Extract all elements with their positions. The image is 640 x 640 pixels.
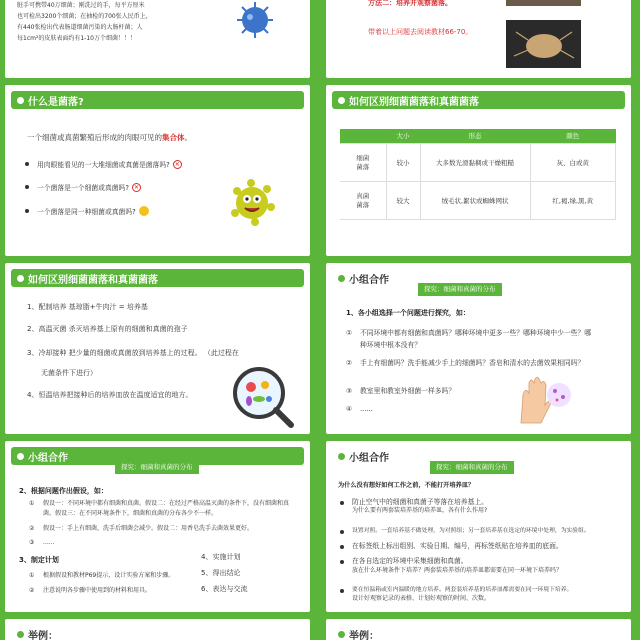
fact-line: 每1cm²的皮肤表面约有1-10万个细菌！！！ bbox=[17, 35, 136, 42]
step-item: 1、配制培养 基琼脂+牛肉汁 = 培养基 bbox=[27, 303, 148, 311]
section-heading: 2、根据问题作出假设，如： bbox=[19, 487, 108, 495]
step-item: 2、高温灭菌 杀灭培养基上原有的细菌和真菌的孢子 bbox=[27, 325, 188, 333]
title-bar bbox=[11, 91, 304, 109]
table-cell: 较小 bbox=[386, 143, 420, 181]
title-bar bbox=[332, 91, 625, 109]
question-text: 用肉眼能看见的一大堆细菌或真菌是菌落吗? bbox=[37, 161, 170, 169]
table-cell: 大多数光滑黏稠或干燥粗糙 bbox=[420, 143, 530, 181]
slide-10 bbox=[326, 619, 631, 640]
slide-3 bbox=[5, 85, 310, 256]
bullet-icon bbox=[338, 453, 345, 460]
item-number: ③ bbox=[29, 539, 35, 546]
plan-item bbox=[29, 585, 151, 596]
bullet-icon bbox=[17, 97, 24, 104]
hypothesis-item bbox=[29, 523, 253, 534]
colony-comparison-table bbox=[340, 129, 616, 220]
bullet-icon bbox=[338, 631, 345, 638]
wrong-icon: ✕ bbox=[133, 183, 139, 191]
table-cell: 较大 bbox=[386, 181, 420, 219]
step-item: 5、得出结论 bbox=[201, 569, 241, 577]
answer-item bbox=[340, 526, 625, 537]
question-heading: 为什么没有想好如何工作之前，不能打开培养皿？ bbox=[338, 482, 475, 489]
inquiry-item bbox=[346, 327, 596, 351]
answer-subtext: 放在什么环境条件下培养？两套装培养基的培养皿都需要在同一环境下培养吗？ bbox=[352, 567, 563, 574]
item-text: 防止空气中的细菌和真菌子等落在培养基上。 bbox=[352, 498, 488, 506]
slide-title: 举例： bbox=[349, 630, 379, 640]
item-number: ④ bbox=[346, 405, 353, 413]
bullet-icon bbox=[338, 275, 345, 282]
table-cell: 真菌 菌落 bbox=[340, 181, 386, 219]
item-text: 注意说明各步骤中使用到的材料和用具。 bbox=[43, 587, 152, 594]
slide-title: 如何区别细菌菌落和真菌菌落 bbox=[349, 96, 479, 108]
slide-title: 什么是菌落? bbox=[28, 96, 84, 108]
step-item: 4、实施计划 bbox=[201, 553, 241, 561]
hypothesis-item bbox=[29, 537, 54, 548]
slide-4 bbox=[326, 85, 631, 256]
slide-9 bbox=[5, 619, 310, 640]
step-item-continued: 无菌条件下进行） bbox=[41, 369, 97, 377]
bullet-icon bbox=[17, 453, 24, 460]
reading-note: 带着以上问题去阅读教材66-70。 bbox=[368, 28, 473, 36]
question-text: 一个菌落是一个细菌或真菌吗? bbox=[37, 184, 129, 192]
table-header-row bbox=[340, 129, 616, 143]
step-item: 4、恒温培养把接种后的培养皿放在温度适宜的地方。 bbox=[27, 391, 193, 399]
virus-icon bbox=[230, 0, 280, 42]
step-item: 6、表达与交流 bbox=[201, 585, 248, 593]
item-text: 假设一：不同环境中都有细菌和真菌。假设二：在经过严格高温灭菌的条件下，没有细菌和真菌。假设三：在不同环境条件下，细菌和真菌的分布各少不一样。 bbox=[43, 500, 290, 517]
bullet-icon bbox=[338, 97, 345, 104]
item-number: ① bbox=[29, 500, 35, 507]
hand-bacteria-icon bbox=[511, 375, 571, 425]
table-header: 形态 bbox=[420, 129, 530, 143]
question-item bbox=[25, 206, 149, 216]
slide-1 bbox=[5, 0, 310, 78]
slide-title: 如何区别细菌菌落和真菌菌落 bbox=[28, 274, 158, 286]
bullet-icon bbox=[17, 631, 24, 638]
highlight-term: 集合体 bbox=[162, 133, 185, 142]
hypothesis-item bbox=[29, 499, 299, 519]
table-cell: 绒毛状,絮状或蜘蛛网状 bbox=[420, 181, 530, 219]
question-item bbox=[25, 182, 141, 192]
bullet-icon bbox=[25, 209, 29, 213]
table-header bbox=[340, 129, 386, 143]
colony-definition bbox=[27, 131, 192, 144]
item-text: 在各自选定的环境中采集细菌和真菌。 bbox=[352, 557, 468, 565]
inquiry-item bbox=[346, 403, 373, 416]
section-heading: 1、各小组选择一个问题进行探究，如： bbox=[346, 309, 470, 317]
photo-strip bbox=[506, 0, 581, 6]
title-bar bbox=[332, 625, 625, 640]
item-number: ② bbox=[29, 587, 35, 594]
step-item: 3、冷却接种 把少量的细菌或真菌放到培养基上的过程。 （此过程在 bbox=[27, 349, 239, 357]
slide-title: 小组合作 bbox=[28, 452, 68, 464]
fact-line: 脏手可携带40万细菌；刚洗过的手，每平方厘米 bbox=[17, 2, 145, 9]
item-text: 假设一：手上有细菌，洗手后细菌会减少。假设二：用香皂洗手去菌效果更好。 bbox=[43, 525, 254, 532]
table-cell: 灰、白或黄 bbox=[530, 143, 616, 181]
question-item bbox=[25, 159, 182, 169]
item-text: ...... bbox=[360, 405, 373, 413]
bullet-icon bbox=[340, 501, 344, 505]
bacteria-facts bbox=[17, 0, 227, 44]
item-number: ① bbox=[346, 329, 353, 337]
item-text: 教室里和教室外细菌一样多吗？ bbox=[360, 387, 456, 395]
inquiry-item bbox=[346, 357, 596, 369]
item-number: ③ bbox=[346, 387, 353, 395]
question-text: 一个菌落是同一种细菌或真菌吗? bbox=[37, 208, 136, 216]
bullet-icon bbox=[340, 545, 344, 549]
slide-6 bbox=[326, 263, 631, 434]
slide-7 bbox=[5, 441, 310, 612]
slide-title: 小组合作 bbox=[349, 274, 389, 286]
bullet-icon bbox=[25, 185, 29, 189]
topic-tag: 探究：细菌和真菌的分布 bbox=[115, 461, 199, 474]
item-number: ② bbox=[29, 525, 35, 532]
item-number: ① bbox=[29, 572, 35, 579]
item-text: 在标签纸上标出组别、实验日期、编号，再标签纸贴在培养皿的底面。 bbox=[352, 542, 563, 550]
bullet-icon bbox=[17, 275, 24, 282]
item-text: 设置对照。一套培养基不做处理，为对照组；另一套培养基在选定的环境中处理，为实验组。 bbox=[352, 528, 590, 534]
slide-2 bbox=[326, 0, 631, 78]
plan-item bbox=[29, 570, 174, 581]
answer-item bbox=[340, 541, 563, 552]
topic-tag: 探究：细菌和真菌的分布 bbox=[418, 283, 502, 296]
table-cell: 红,褐,绿,黑,黄 bbox=[530, 181, 616, 219]
wrong-icon: ✕ bbox=[174, 160, 180, 168]
dust-mite-photo bbox=[506, 20, 581, 68]
bullet-icon bbox=[25, 162, 29, 166]
slide-title: 举例： bbox=[28, 630, 58, 640]
topic-tag: 探究：细菌和真菌的分布 bbox=[430, 461, 514, 474]
fact-line: 也可检出3200个细菌；在抽检的700张人民币上， bbox=[17, 13, 152, 20]
table-row bbox=[340, 143, 616, 181]
item-text: ...... bbox=[43, 539, 55, 546]
title-bar bbox=[11, 625, 304, 640]
section-heading: 3、制定计划 bbox=[19, 556, 59, 564]
table-cell: 细菌 菌落 bbox=[340, 143, 386, 181]
bullet-icon bbox=[340, 530, 344, 534]
definition-end: 。 bbox=[184, 133, 192, 142]
item-text: 根据假设和教材P69提示，设计实验方案和步骤。 bbox=[43, 572, 175, 579]
title-bar bbox=[11, 269, 304, 287]
slide-8 bbox=[326, 441, 631, 612]
fact-line: 有440张检出代表肠道细菌污染的大肠杆菌；人 bbox=[17, 24, 143, 31]
definition-text: 一个细菌或真菌繁殖后形成的肉眼可见的 bbox=[27, 133, 162, 142]
method-text: 方法二：培养并观察菌落。 bbox=[368, 0, 452, 7]
answer-subtext: 为什么要有两套装培养基的培养皿，各有什么作用? bbox=[352, 507, 488, 514]
slide-title: 小组合作 bbox=[349, 452, 389, 464]
item-number: ② bbox=[346, 359, 353, 367]
table-header: 大小 bbox=[386, 129, 420, 143]
item-text: 手上有细菌吗？洗手能减少手上的细菌吗？香皂和清水的去菌效果相同吗？ bbox=[360, 359, 585, 367]
magnifier-microbes-icon bbox=[229, 363, 299, 433]
bullet-icon bbox=[340, 560, 344, 564]
bullet-icon bbox=[340, 589, 344, 593]
item-text: 要在恒温箱或室内温暖的地方培养。两套装培养基的培养皿都需要在同一环境下培养。 bbox=[352, 587, 573, 593]
table-row bbox=[340, 181, 616, 219]
smile-icon bbox=[139, 206, 149, 216]
slide-5 bbox=[5, 263, 310, 434]
table-header: 颜色 bbox=[530, 129, 616, 143]
answer-subtext: 设计好观察记录的表格、计划好观察的时间、次数。 bbox=[352, 595, 491, 602]
germ-cartoon-icon bbox=[227, 177, 277, 227]
item-text: 不同环境中都有细菌和真菌吗？哪种环境中更多一些？哪种环境中少一些？哪种环境中根本没有？ bbox=[360, 329, 592, 349]
